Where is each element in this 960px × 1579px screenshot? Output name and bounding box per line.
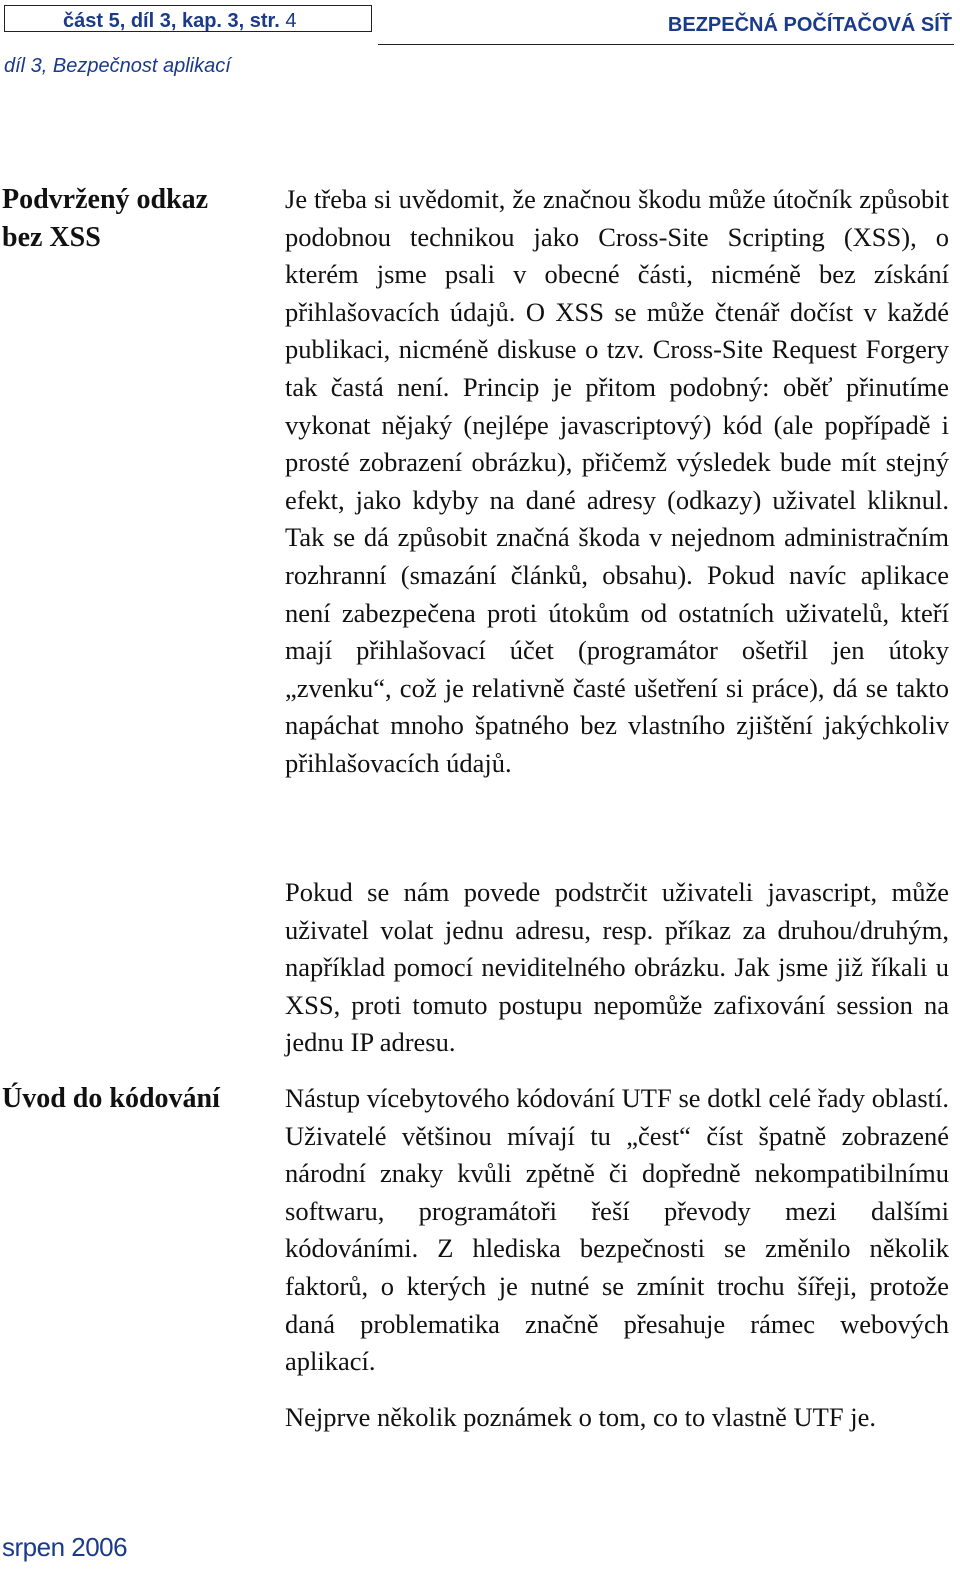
paragraph-utf-intro: Nástup vícebytového kódování UTF se dotkl celé řady oblastí. Uživatelé většinou mívají tu „čest“ číst špatně zobrazené národní znaky kvůli zpětně či dopředně nekompatibilnímu softwaru, programátoři řeší převody mezi dalšími kódováními. Z hlediska bezpečnosti se změnilo několik faktorů, o kterých je nutné se zmínit trochu šířeji, protože daná problematika značně přesahuje rámec webových aplikací.: [285, 1083, 949, 1377]
section-heading-uvod-do-kodovani: Úvod do kódování: [2, 1083, 220, 1114]
footer-date: srpen 2006: [2, 1532, 128, 1562]
subheader: díl 3, Bezpečnost aplikací: [4, 55, 231, 77]
header-section-ref: [63, 10, 296, 33]
header-section-label: část 5, díl 3, kap. 3, str.: [63, 10, 280, 32]
header-section-box: [4, 5, 372, 32]
section-heading-podvrzeny-odkaz: Podvržený odkaz bez XSS: [2, 184, 209, 253]
paragraph-csrf-javascript: Pokud se nám povede podstrčit uživateli javascript, může uživatel volat jednu adresu, resp. příkaz za druhou/druhým, například pomocí neviditelného obrázku. Jak jsme již říkali u XSS, proti tomuto postupu nepomůže zafixování session na jednu IP adresu.: [285, 877, 949, 1058]
header-rule: [378, 44, 954, 45]
paragraph-utf-notes: Nejprve několik poznámek o tom, co to vlastně UTF je.: [285, 1402, 876, 1432]
header-page-number: 4: [285, 10, 297, 32]
publication-title: BEZPEČNÁ POČÍTAČOVÁ SÍŤ: [667, 14, 952, 36]
paragraph-csrf-intro: Je třeba si uvědomit, že značnou škodu může útočník způsobit podobnou technikou jako Cross-Site Scripting (XSS), o kterém jsme psali v obecné části, nicméně bez získání přihlašovacích údajů. O XSS se může čtenář dočíst v každé publikaci, nicméně diskuse o tzv. Cross-Site Request Forgery tak častá není. Princip je přitom podobný: oběť přinutíme vykonat nějaký (nejlépe javascriptový) kód (ale popřípadě i prosté zobrazení obrázku), přičemž výsledek bude mít stejný efekt, jako kdyby na dané adresy (odkazy) uživatel kliknul. Tak se dá způsobit značná škoda v nejednom administračním rozhranní (smazání článků, obsahu). Pokud navíc aplikace není zabezpečena proti útokům od ostatních uživatelů, kteří mají přihlašovací účet (programátor ošetřil jen útoky „zvenku“, což je relativně časté ušetření si práce), dá se takto napáchat mnoho špatného bez vlastního zjištění jakýchkoliv přihlašovacích údajů.: [285, 184, 949, 778]
